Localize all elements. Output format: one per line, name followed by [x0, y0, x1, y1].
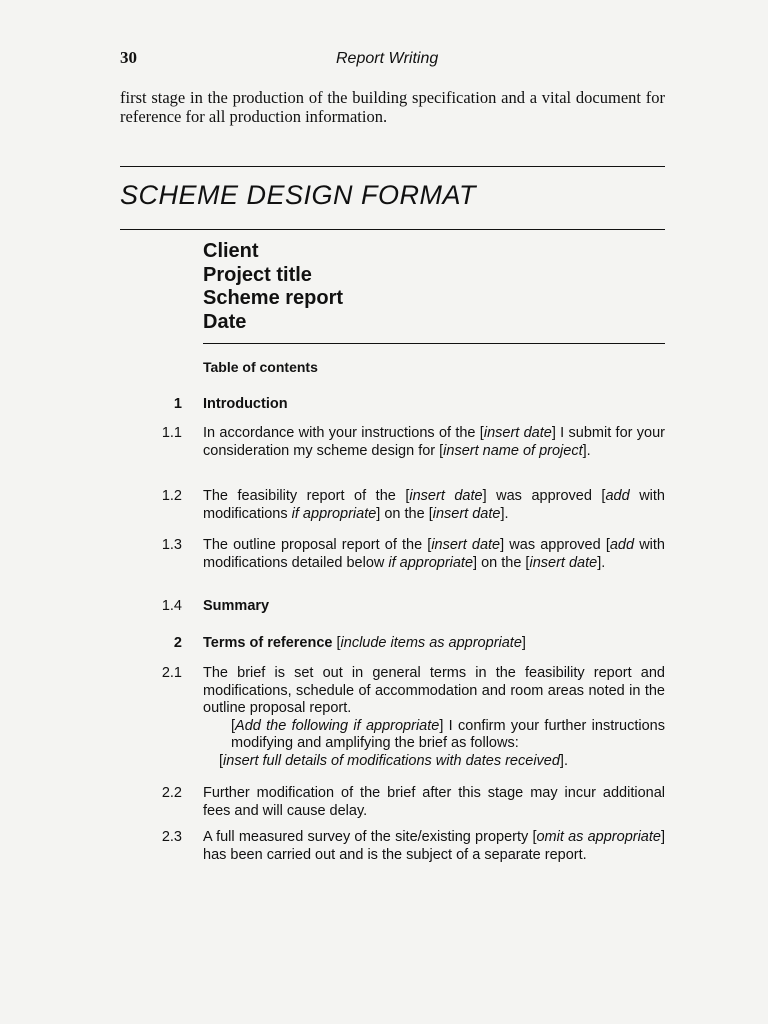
intro-line-1: first stage in the production of the building specification and a vital	[120, 88, 572, 107]
section-heading: Terms of reference [include items as appropriate]	[203, 635, 526, 651]
clause-text: Further modification of the brief after this stage may incur additional fees and will cause delay.	[203, 785, 665, 819]
clause-text: The outline proposal report of the [insert date] was approved [add with modifications detailed below if appropriate] on the [insert date].	[203, 537, 665, 571]
clause-number: 1.4	[161, 598, 182, 614]
clause-number: 2.3	[161, 829, 182, 845]
page-number: 30	[120, 48, 137, 67]
title-divider	[120, 229, 665, 230]
clause-number: 2.2	[161, 785, 182, 801]
clause-1-2	[150, 488, 665, 523]
cover-project-title: Project title	[203, 263, 312, 286]
clause-number: 1.2	[161, 488, 182, 504]
clause-number: 2.1	[161, 665, 182, 681]
cover-block	[203, 240, 343, 334]
section-heading: Introduction	[203, 396, 288, 412]
clause-number: 1.3	[161, 537, 182, 553]
clause-paragraph: [Add the following if appropriate] I confirm your further instructions modifying and amplifying the brief as follows:	[231, 717, 665, 751]
clause-text	[203, 665, 665, 770]
clause-paragraph: The brief is set out in general terms in the feasibility report and modifications, schedule of accommodation and room areas noted in the outline proposal report.	[203, 665, 665, 716]
cover-date: Date	[203, 310, 247, 333]
clause-1-4	[150, 598, 665, 616]
section-number: 1	[173, 396, 182, 412]
section-number: 2	[173, 635, 182, 651]
clause-text: In accordance with your instructions of the [insert date] I submit for your consideration my scheme design for [insert name of project].	[203, 425, 665, 459]
section-title: SCHEME DESIGN FORMAT	[120, 180, 477, 210]
clause-2-3	[150, 829, 665, 864]
cover-scheme-report: Scheme report	[203, 287, 344, 309]
clause-heading: Summary	[203, 598, 270, 614]
top-divider	[120, 166, 665, 167]
clause-text: A full measured survey of the site/existing property [omit as appropriate] has been carried out and is the subject of a separate report.	[203, 829, 665, 863]
clause-1-1	[150, 425, 665, 460]
running-title: Report Writing	[336, 50, 439, 67]
clause-1-3	[150, 537, 665, 572]
clause-text: The feasibility report of the [insert date] was approved [add with modifications if appropriate] on the [insert date].	[203, 488, 665, 522]
clause-2-1	[150, 665, 665, 770]
clause-number: 1.1	[161, 425, 182, 441]
section-1	[150, 396, 665, 414]
clause-2-2	[150, 785, 665, 820]
clause-paragraph: [insert full details of modifications with dates received].	[219, 752, 568, 769]
intro-paragraph	[120, 88, 665, 126]
section-2	[150, 635, 665, 653]
intro-line-2: document for reference for all production information.	[120, 88, 665, 126]
cover-divider	[203, 343, 665, 344]
cover-client: Client	[203, 240, 259, 262]
toc-heading: Table of contents	[203, 359, 318, 375]
